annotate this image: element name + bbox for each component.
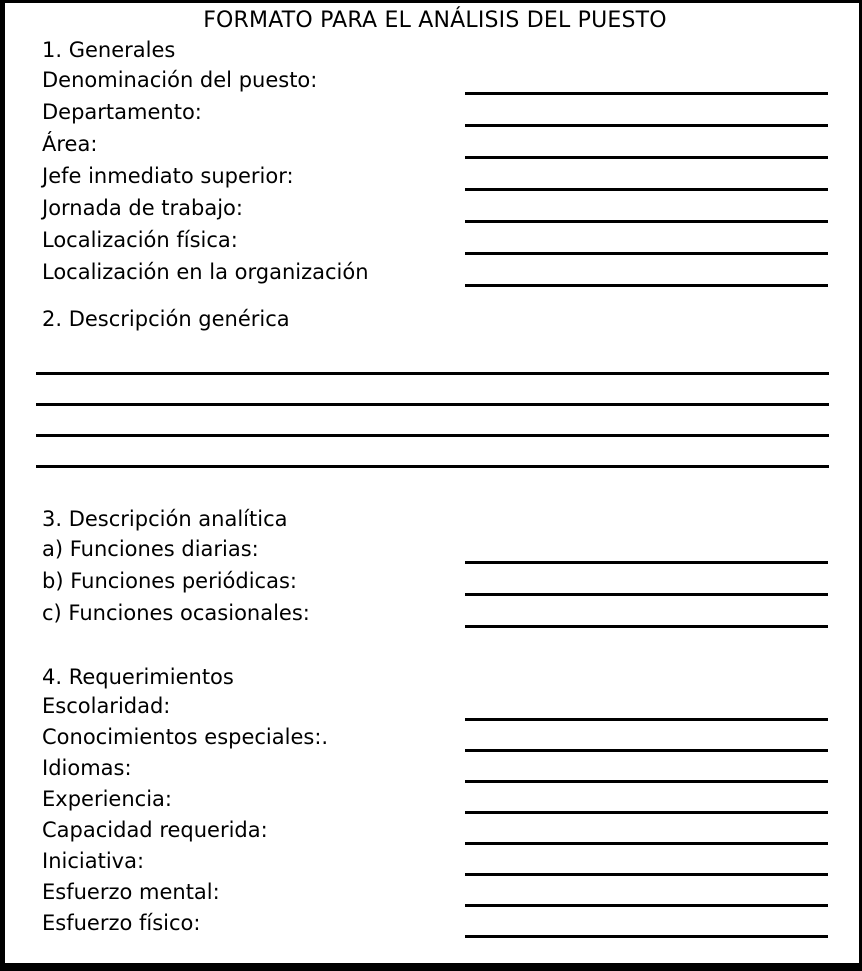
field-label: Esfuerzo físico: xyxy=(42,911,201,935)
section-spacer xyxy=(42,287,828,305)
field-label: Experiencia: xyxy=(42,787,172,811)
fill-in-line xyxy=(465,118,828,127)
fill-in-line xyxy=(465,619,828,628)
fill-in-line xyxy=(465,278,828,287)
section-spacer xyxy=(42,333,828,344)
fill-in-line xyxy=(465,150,828,159)
section-heading-descripcion-analitica: 3. Descripción analítica xyxy=(42,507,288,531)
section-heading-descripcion-generica: 2. Descripción genérica xyxy=(42,307,290,331)
field-label: Idiomas: xyxy=(42,756,132,780)
fill-in-line xyxy=(465,929,828,938)
field-label: Capacidad requerida: xyxy=(42,818,268,842)
blank-writing-line xyxy=(36,437,829,468)
field-departamento xyxy=(42,95,828,127)
field-funciones-diarias xyxy=(42,532,828,564)
field-label: Jefe inmediato superior: xyxy=(42,164,294,188)
field-label: Localización física: xyxy=(42,228,238,252)
field-label: Conocimientos especiales:. xyxy=(42,725,329,749)
field-experiencia xyxy=(42,783,828,814)
field-funciones-ocasionales xyxy=(42,596,828,628)
field-localizacion-en-la-organizacion xyxy=(42,255,828,287)
blank-writing-line xyxy=(36,406,829,437)
blank-writing-line xyxy=(36,344,829,375)
field-capacidad-requerida xyxy=(42,814,828,845)
field-esfuerzo-fisico xyxy=(42,907,828,938)
field-label: Jornada de trabajo: xyxy=(42,196,243,220)
blank-writing-line xyxy=(36,375,829,406)
section-spacer xyxy=(42,628,828,664)
field-esfuerzo-mental xyxy=(42,876,828,907)
fill-in-line xyxy=(465,246,828,255)
field-funciones-periodicas xyxy=(42,564,828,596)
field-label: Localización en la organización xyxy=(42,260,369,284)
field-label: Departamento: xyxy=(42,100,202,124)
fill-in-line xyxy=(465,867,828,876)
fill-in-line xyxy=(465,805,828,814)
field-iniciativa xyxy=(42,845,828,876)
field-localizacion-fisica xyxy=(42,223,828,255)
fill-in-line xyxy=(465,587,828,596)
section-heading-generales: 1. Generales xyxy=(42,38,176,62)
form-title: FORMATO PARA EL ANÁLISIS DEL PUESTO xyxy=(203,7,667,33)
field-label: b) Funciones periódicas: xyxy=(42,569,297,593)
field-label: c) Funciones ocasionales: xyxy=(42,601,310,625)
field-label: Esfuerzo mental: xyxy=(42,880,220,904)
field-label: a) Funciones diarias: xyxy=(42,537,259,561)
fill-in-line xyxy=(465,86,828,95)
section-spacer xyxy=(42,468,828,506)
field-label: Área: xyxy=(42,132,98,156)
fill-in-line xyxy=(465,214,828,223)
fill-in-line xyxy=(465,712,828,721)
fill-in-line xyxy=(465,836,828,845)
fill-in-line xyxy=(465,743,828,752)
field-denominacion-del-puesto xyxy=(42,63,828,95)
field-label: Iniciativa: xyxy=(42,849,145,873)
fill-in-line xyxy=(465,774,828,783)
section-heading-requerimientos: 4. Requerimientos xyxy=(42,665,234,689)
field-idiomas xyxy=(42,752,828,783)
field-area xyxy=(42,127,828,159)
field-label: Denominación del puesto: xyxy=(42,68,318,92)
fill-in-line xyxy=(465,555,828,564)
field-jornada-de-trabajo xyxy=(42,191,828,223)
field-jefe-inmediato-superior xyxy=(42,159,828,191)
field-escolaridad xyxy=(42,690,828,721)
field-label: Escolaridad: xyxy=(42,694,171,718)
fill-in-line xyxy=(465,182,828,191)
fill-in-line xyxy=(465,898,828,907)
field-conocimientos-especiales xyxy=(42,721,828,752)
